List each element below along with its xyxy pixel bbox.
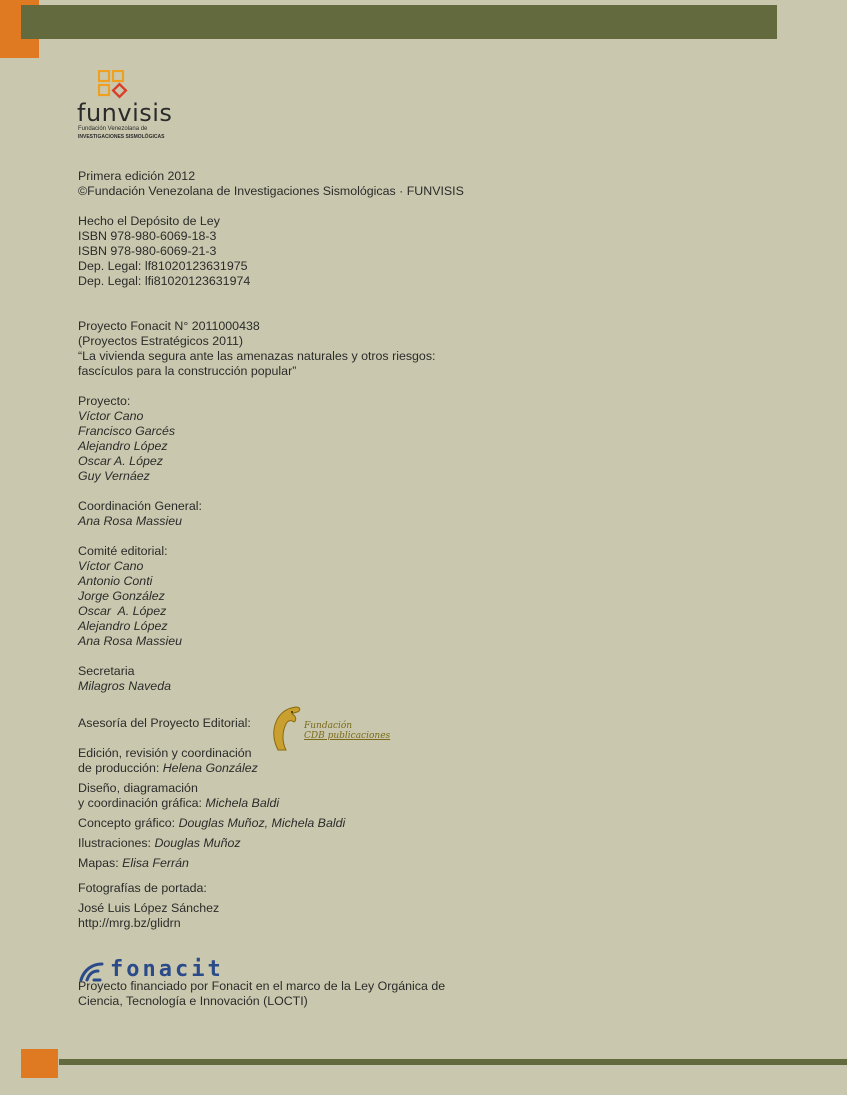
person-name: Alejandro López <box>78 439 168 453</box>
person-name: Ana Rosa Massieu <box>78 634 182 648</box>
photo-url: http://mrg.bz/glidrn <box>78 916 181 930</box>
copyright-line: ©Fundación Venezolana de Investigaciones Sismológicas · FUNVISIS <box>78 184 464 198</box>
credits-page-content <box>78 169 678 1009</box>
person-name: Francisco Garcés <box>78 424 176 438</box>
fonacit-funding-line: Proyecto financiado por Fonacit en el marco de la Ley Orgánica de <box>78 979 446 993</box>
credit-label: Mapas: <box>78 856 123 870</box>
diseno-credit <box>78 796 678 811</box>
funvisis-subtitle: Fundación Venezolana de <box>78 126 148 132</box>
person-name: Alejandro López <box>78 619 168 633</box>
isbn-line: ISBN 978-980-6069-21-3 <box>78 244 217 258</box>
person-name: Milagros Naveda <box>78 679 171 693</box>
concepto-credit <box>78 816 678 831</box>
project-number: Proyecto Fonacit N° 2011000438 <box>78 319 260 333</box>
proyecto-label: Proyecto: <box>78 394 131 408</box>
person-name: Michela Baldi <box>205 796 280 810</box>
legal-deposit-line: Dep. Legal: lfi81020123631974 <box>78 274 251 288</box>
mapas-credit <box>78 856 678 871</box>
funvisis-subtitle-bold: INVESTIGACIONES SISMOLÓGICAS <box>78 134 165 140</box>
credit-label: Concepto gráfico: <box>78 816 179 830</box>
person-name: Oscar A. López <box>78 604 167 618</box>
photographer-name: José Luis López Sánchez <box>78 901 220 915</box>
edicion-credit <box>78 761 678 776</box>
top-header-bar <box>21 5 777 39</box>
fonacit-logo <box>78 958 228 984</box>
person-name: Antonio Conti <box>78 574 153 588</box>
funvisis-wordmark: funvisis <box>77 99 173 127</box>
fonacit-swirl-icon <box>78 959 106 983</box>
cdb-logo-line1: Fundación <box>304 721 353 731</box>
fonacit-funding-line: Ciencia, Tecnología e Innovación (LOCTI) <box>78 994 308 1008</box>
project-title: fascículos para la construcción popular” <box>78 364 297 378</box>
person-name: Elisa Ferrán <box>122 856 189 870</box>
edicion-line: Edición, revisión y coordinación <box>78 746 252 760</box>
credit-label: de producción: <box>78 761 163 775</box>
bottom-footer-line <box>59 1059 847 1065</box>
ilustraciones-credit <box>78 836 678 851</box>
isbn-line: ISBN 978-980-6069-18-3 <box>78 229 217 243</box>
diseno-line: Diseño, diagramación <box>78 781 198 795</box>
person-name: Douglas Muñoz, Michela Baldi <box>178 816 346 830</box>
secretaria-label: Secretaria <box>78 664 135 678</box>
cdb-publicaciones-logo <box>270 704 400 754</box>
legal-deposit-heading: Hecho el Depósito de Ley <box>78 214 220 228</box>
project-program: (Proyectos Estratégicos 2011) <box>78 334 244 348</box>
cdb-logo-line2: CDB publicaciones <box>304 731 391 741</box>
credit-label: Ilustraciones: <box>78 836 155 850</box>
person-name: Víctor Cano <box>78 409 144 423</box>
credit-label: y coordinación gráfica: <box>78 796 206 810</box>
person-name: Helena González <box>162 761 258 775</box>
person-name: Ana Rosa Massieu <box>78 514 182 528</box>
person-name: Douglas Muñoz <box>154 836 241 850</box>
person-name: Víctor Cano <box>78 559 144 573</box>
comite-label: Comité editorial: <box>78 544 168 558</box>
person-name: Guy Vernáez <box>78 469 150 483</box>
legal-deposit-line: Dep. Legal: lf81020123631975 <box>78 259 248 273</box>
person-name: Oscar A. López <box>78 454 163 468</box>
person-name: Jorge González <box>78 589 165 603</box>
cdb-logo-text <box>304 721 390 741</box>
asesoria-label: Asesoría del Proyecto Editorial: <box>78 716 251 730</box>
project-title: “La vivienda segura ante las amenazas naturales y otros riesgos: <box>78 349 436 363</box>
funvisis-logo-squares-icon <box>98 70 130 102</box>
fotografias-label: Fotografías de portada: <box>78 881 207 895</box>
coordinacion-label: Coordinación General: <box>78 499 202 513</box>
orange-bottom-decoration <box>21 1049 58 1078</box>
funvisis-logo <box>77 70 187 145</box>
dolphin-icon <box>270 704 304 754</box>
edition-line: Primera edición 2012 <box>78 169 196 183</box>
fonacit-wordmark: fonacit <box>110 957 224 982</box>
